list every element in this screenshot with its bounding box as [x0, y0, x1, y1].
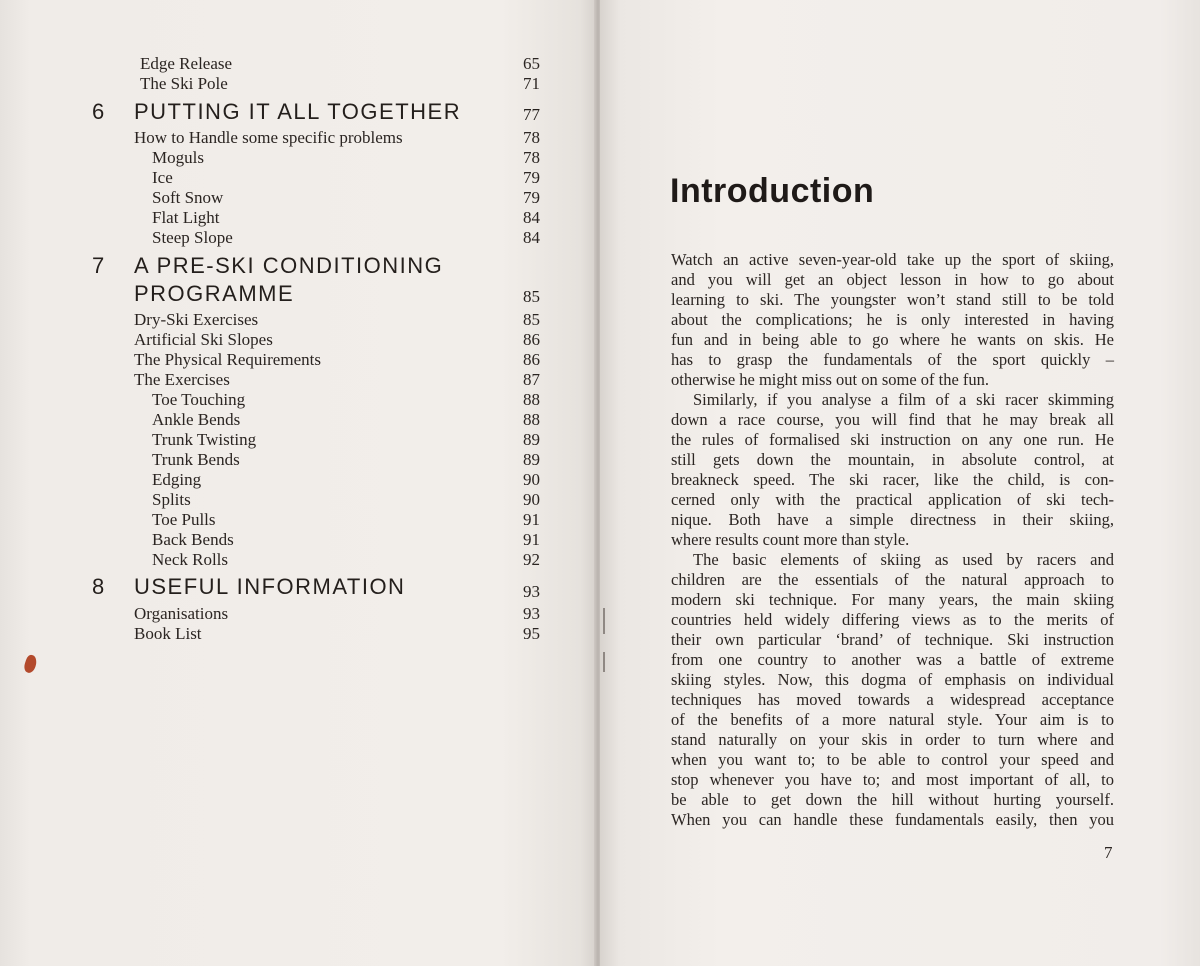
toc-entry-label: The Physical Requirements [134, 350, 321, 369]
toc-entry-page: 88 [523, 410, 540, 429]
left-page-contents [0, 0, 596, 966]
toc-entry [0, 74, 540, 94]
body-text-line: techniques has moved towards a widespread acceptance [671, 690, 1114, 709]
toc-entry-label: The Exercises [134, 370, 230, 389]
toc-entry [0, 410, 540, 430]
toc-entry-page: 87 [523, 370, 540, 389]
toc-entry-label: Splits [152, 490, 191, 509]
body-text-line: still gets down the mountain, in absolute control, at [671, 450, 1114, 469]
chapter-title: PUTTING IT ALL TOGETHER [134, 99, 462, 124]
toc-entry-page: 91 [523, 530, 540, 549]
toc-entry [0, 168, 540, 188]
toc-entry-label: Toe Pulls [152, 510, 216, 529]
body-text-line: and you will get an object lesson in how to go about [671, 270, 1114, 289]
chapter-title: USEFUL INFORMATION [134, 574, 406, 599]
page-mark [603, 608, 605, 634]
page-title: Introduction [670, 172, 875, 210]
toc-entry [0, 188, 540, 208]
toc-entry [0, 310, 540, 330]
toc-entry [0, 330, 540, 350]
toc-entry-page: 91 [523, 510, 540, 529]
body-text-line: down a race course, you will find that he may break all [671, 410, 1114, 429]
toc-entry [0, 604, 540, 624]
body-text-line: their own particular ‘brand’ of technique. Ski instruction [671, 630, 1114, 649]
body-text-line: cerned only with the practical application of ski tech- [671, 490, 1114, 509]
toc-entry-page: 71 [523, 74, 540, 93]
toc-entry-label: Ice [152, 168, 173, 187]
toc-entry-page: 84 [523, 228, 540, 247]
toc-entry [0, 470, 540, 490]
toc-entry [0, 148, 540, 168]
toc-entry-label: Back Bends [152, 530, 234, 549]
body-text-line: stand naturally on your skis in order to turn where and [671, 730, 1114, 749]
body-text-line: When you can handle these fundamentals easily, then you [671, 810, 1114, 829]
toc-entry [0, 54, 540, 74]
toc-entry-label: Artificial Ski Slopes [134, 330, 273, 349]
body-text-line: be able to get down the hill without hurting yourself. [671, 790, 1114, 809]
toc-entry-page: 86 [523, 350, 540, 369]
toc-entry-page: 85 [523, 310, 540, 329]
toc-entry [0, 228, 540, 248]
toc-entry [0, 530, 540, 550]
chapter-heading [0, 574, 540, 604]
toc-entry-label: Book List [134, 624, 202, 643]
toc-entry-label: Ankle Bends [152, 410, 241, 429]
chapter-heading [0, 281, 540, 311]
chapter-number: 8 [92, 574, 106, 599]
chapter-heading [0, 99, 540, 129]
body-text-line: learning to ski. The youngster won’t stand still to be told [671, 290, 1114, 309]
body-text-line: nique. Both have a simple directness in their skiing, [671, 510, 1114, 529]
body-text-line: stop whenever you have to; and most important of all, to [671, 770, 1114, 789]
toc-entry-label: The Ski Pole [140, 74, 228, 93]
toc-entry [0, 350, 540, 370]
toc-entry-page: 92 [523, 550, 540, 569]
toc-entry-label: Trunk Twisting [152, 430, 257, 449]
body-text-line: modern ski technique. For many years, the main skiing [671, 590, 1114, 609]
page-mark [603, 652, 605, 672]
toc-entry-label: Steep Slope [152, 228, 233, 247]
body-text-line: the rules of formalised ski instruction on any one run. He [671, 430, 1114, 449]
toc-entry-page: 89 [523, 450, 540, 469]
chapter-page: 85 [523, 287, 540, 306]
body-text-line: where results count more than style. [671, 530, 910, 549]
toc-entry [0, 450, 540, 470]
toc-entry-page: 90 [523, 490, 540, 509]
body-text-line: has to grasp the fundamentals of the sport quickly – [671, 350, 1114, 369]
toc-entry-page: 93 [523, 604, 540, 623]
toc-entry-page: 78 [523, 128, 540, 147]
toc-entry [0, 624, 540, 644]
toc-entry-page: 88 [523, 390, 540, 409]
chapter-number: 7 [92, 253, 106, 278]
toc-entry-page: 79 [523, 168, 540, 187]
toc-entry-label: Dry-Ski Exercises [134, 310, 259, 329]
toc-entry-label: Moguls [152, 148, 204, 167]
page-stain [22, 654, 38, 675]
toc-entry-label: How to Handle some specific problems [134, 128, 403, 147]
chapter-page: 93 [523, 582, 540, 601]
toc-entry [0, 430, 540, 450]
body-text-line: Similarly, if you analyse a film of a ski racer skimming [693, 390, 1114, 409]
toc-entry [0, 490, 540, 510]
page-number: 7 [1104, 843, 1113, 862]
chapter-title: PROGRAMME [134, 281, 295, 306]
toc-entry-label: Flat Light [152, 208, 220, 227]
toc-entry-page: 86 [523, 330, 540, 349]
toc-entry [0, 550, 540, 570]
chapter-heading [0, 253, 540, 283]
body-text-line: breakneck speed. The ski racer, like the child, is con- [671, 470, 1114, 489]
toc-entry [0, 510, 540, 530]
body-text-line: of the benefits of a more natural style. Your aim is to [671, 710, 1114, 729]
toc-entry-page: 65 [523, 54, 540, 73]
chapter-page: 77 [523, 105, 540, 124]
toc-entry-page: 79 [523, 188, 540, 207]
toc-entry-label: Organisations [134, 604, 229, 623]
body-text-line: from one country to another was a battle of extreme [671, 650, 1114, 669]
body-text-line: about the complications; he is only interested in having [671, 310, 1114, 329]
body-text-line: Watch an active seven-year-old take up the sport of skiing, [671, 250, 1114, 269]
toc-entry-page: 95 [523, 624, 540, 643]
toc-entry [0, 390, 540, 410]
body-text-line: The basic elements of skiing as used by racers and [693, 550, 1114, 569]
toc-entry-page: 78 [523, 148, 540, 167]
body-text-line: countries held widely differing views as to the merits of [671, 610, 1114, 629]
toc-entry-page: 90 [523, 470, 540, 489]
toc-entry-label: Toe Touching [152, 390, 246, 409]
toc-entry [0, 370, 540, 390]
toc-entry-label: Neck Rolls [152, 550, 229, 569]
toc-entry-label: Soft Snow [152, 188, 224, 207]
toc-entry-label: Trunk Bends [152, 450, 240, 469]
toc-entry-label: Edge Release [140, 54, 233, 73]
body-text-line: skiing styles. Now, this dogma of emphasis on individual [671, 670, 1114, 689]
body-text-line: otherwise he might miss out on some of the fun. [671, 370, 990, 389]
chapter-number: 6 [92, 99, 106, 124]
chapter-title: A PRE-SKI CONDITIONING [134, 253, 444, 278]
body-text-line: when you want to; to be able to control your speed and [671, 750, 1114, 769]
toc-entry [0, 128, 540, 148]
toc-entry-label: Edging [152, 470, 202, 489]
toc-entry [0, 208, 540, 228]
body-text-line: fun and in being able to go where he wants on skis. He [671, 330, 1114, 349]
body-text-line: children are the essentials of the natural approach to [671, 570, 1114, 589]
toc-entry-page: 84 [523, 208, 540, 227]
toc-entry-page: 89 [523, 430, 540, 449]
